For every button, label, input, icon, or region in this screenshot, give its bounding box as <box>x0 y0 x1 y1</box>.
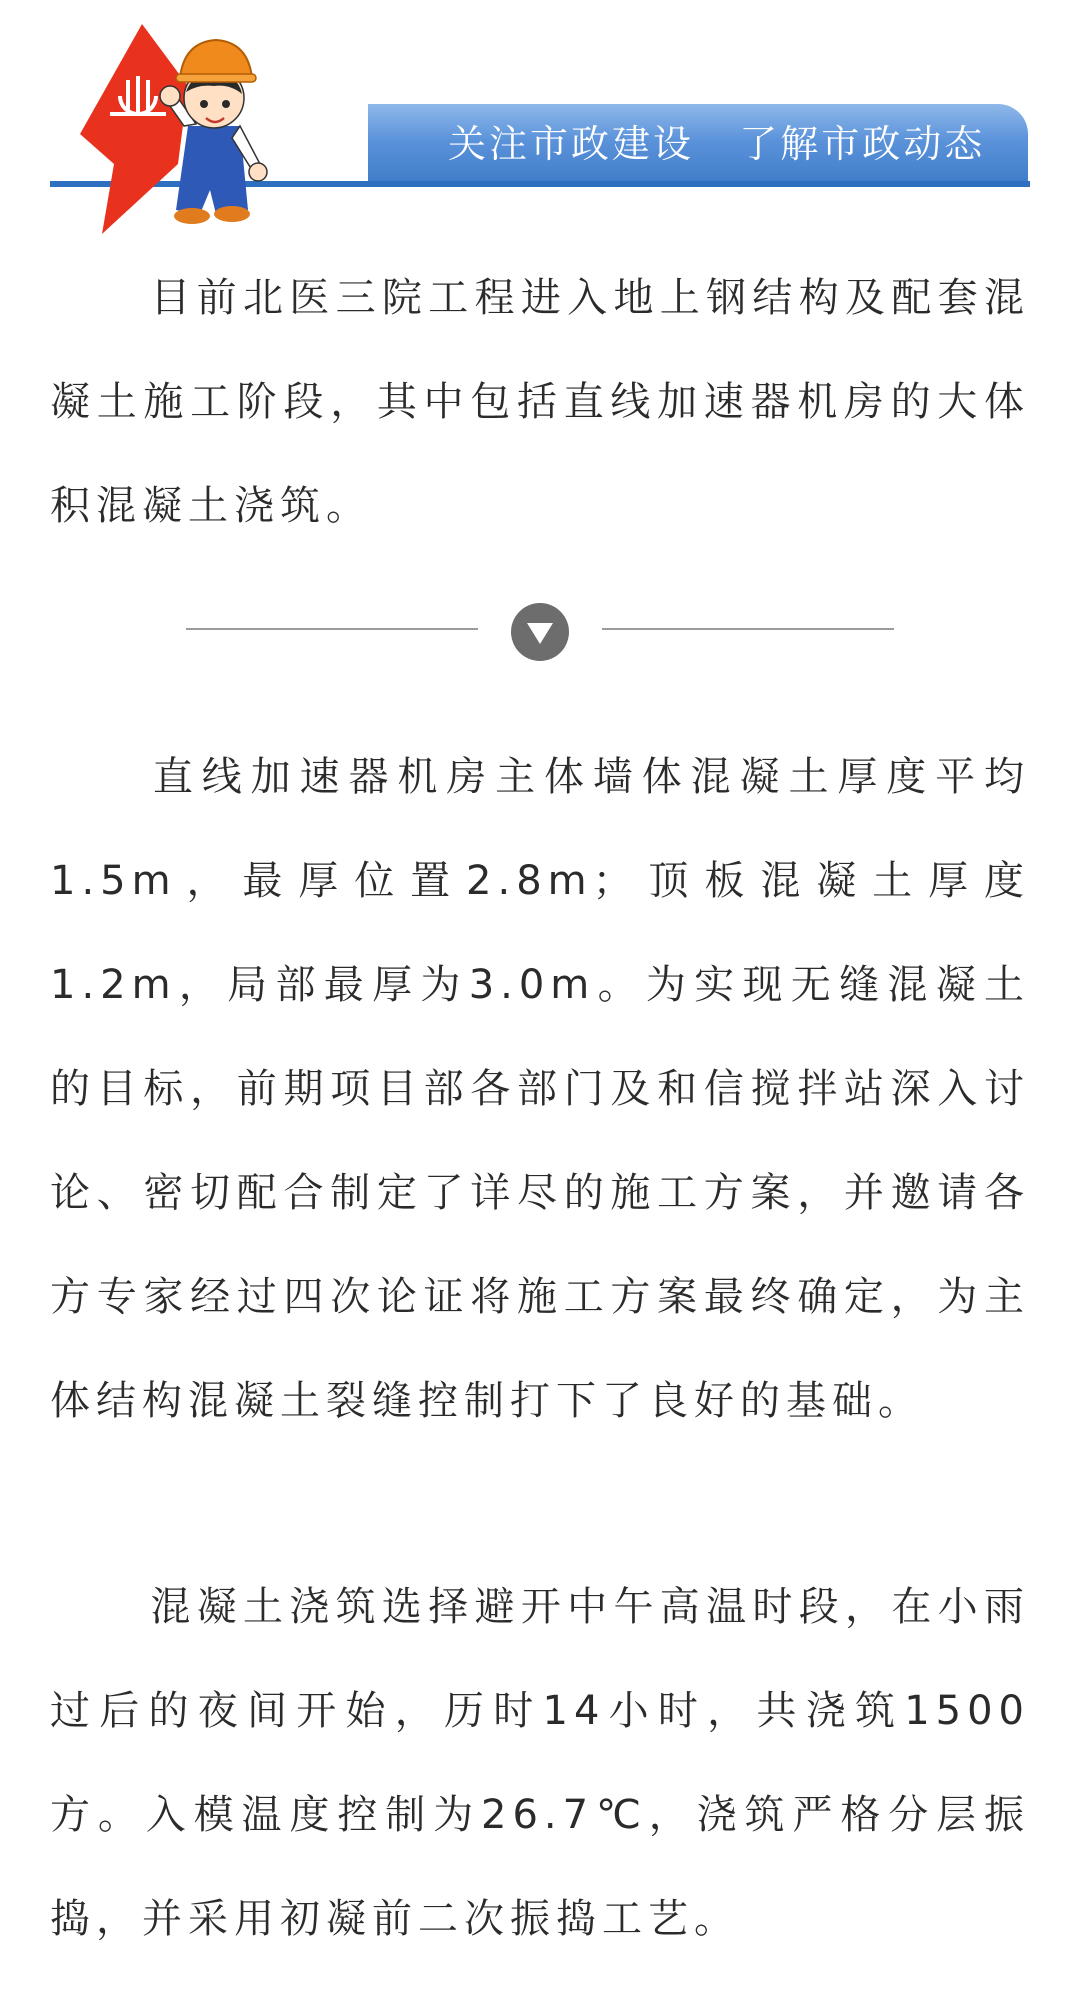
article-paragraph: 直线加速器机房主体墙体混凝土厚度平均1.5m，最厚位置2.8m；顶板混凝土厚度1.2m，局部最厚为3.0m。为实现无缝混凝土的目标，前期项目部各部门及和信搅拌站深入讨论、密切配合制定了详尽的施工方案，并邀请各方专家经过四次论证将施工方案最终确定，为主体结构混凝土裂缝控制打下了良好的基础。 <box>50 754 1030 1424</box>
article-paragraph: 目前北医三院工程进入地上钢结构及配套混凝土施工阶段，其中包括直线加速器机房的大体积混凝土浇筑。 <box>50 275 1030 529</box>
chevron-down-circle-icon <box>510 602 570 662</box>
header-banner <box>0 0 1080 260</box>
divider-line <box>186 628 478 630</box>
construction-worker-mascot-icon <box>80 14 330 254</box>
divider-line <box>602 628 894 630</box>
slogan-text: 关注市政建设 了解市政动态 <box>448 122 986 166</box>
article-paragraph: 混凝土浇筑选择避开中午高温时段，在小雨过后的夜间开始，历时14小时，共浇筑1500方。入模温度控制为26.7℃，浇筑严格分层振捣，并采用初凝前二次振捣工艺。 <box>50 1584 1030 1942</box>
